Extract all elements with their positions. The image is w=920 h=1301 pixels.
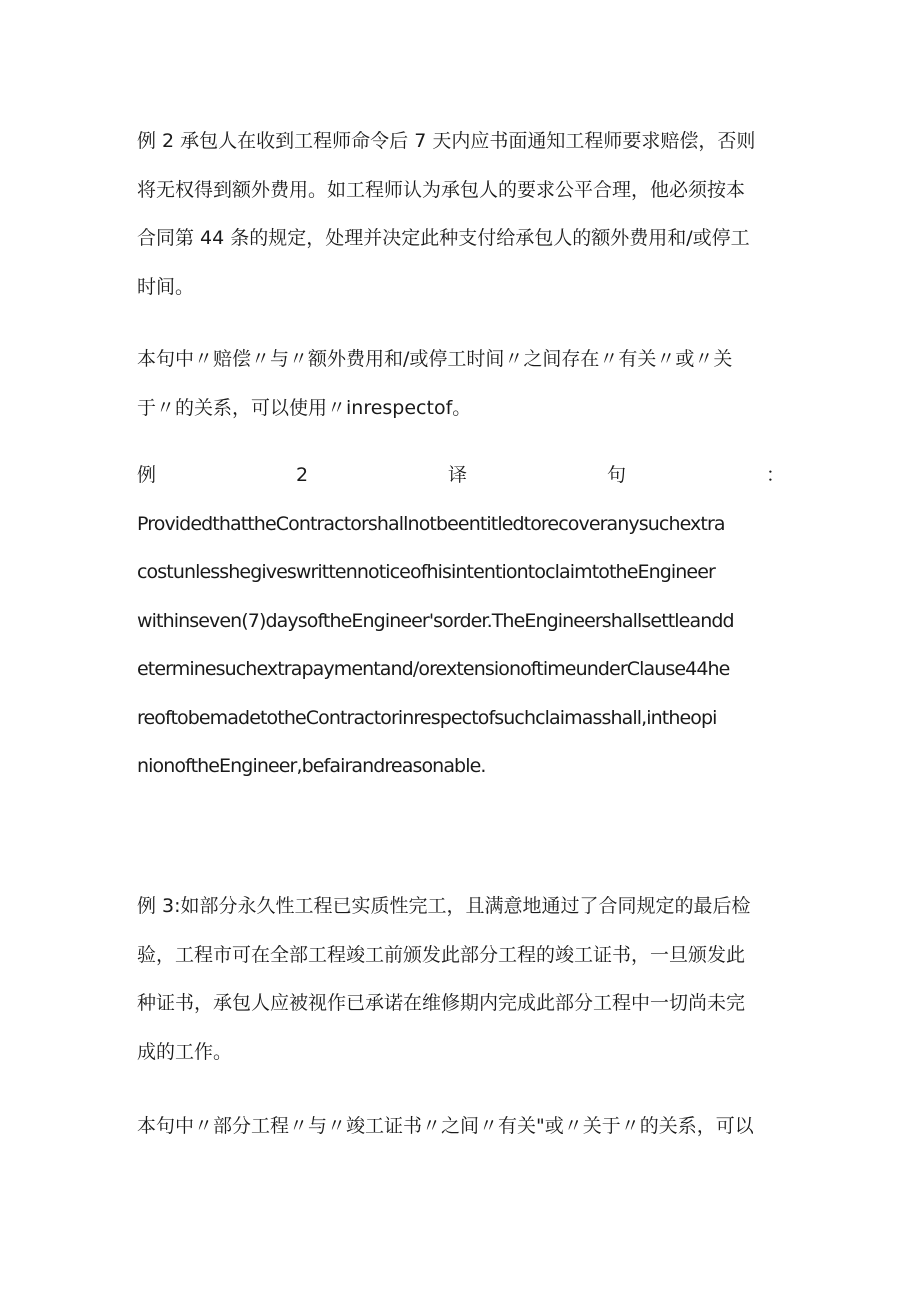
analysis-3-line-1: 本句中〃部分工程〃与〃竣工证书〃之间〃有关"或〃关于〃的关系，可以 [137,1115,754,1137]
analysis-3-paragraph [137,1102,785,1151]
analysis-2-line-2: 于〃的关系，可以使用〃inrespectof。 [137,396,472,419]
example-3-line-4: 成的工作。 [137,1040,233,1063]
example-3-line-2: 验，工程市可在全部工程竣工前颁发此部分工程的竣工证书，一旦颁发此 [137,943,746,966]
translation-2-line-5: reoftobemadetotheContractorinrespectofsuchclaimasshall,intheopi [137,706,717,729]
translation-2-heading [137,451,785,500]
heading-part: 译 [448,464,468,486]
heading-part: ： [765,464,785,486]
translation-2-line-3: withinseven(7)daysoftheEngineer'sorder.TheEngineershallsettleandd [137,609,734,632]
example-2-line-3: 合同第 44 条的规定，处理并决定此种支付给承包人的额外费用和/或停工 [137,227,750,249]
example-2-line-4: 时间。 [137,275,195,298]
translation-2-paragraph [137,451,785,791]
example-3-paragraph [137,882,785,1076]
example-3-line-3: 种证书，承包人应被视作已承诺在维修期内完成此部分工程中一切尚未完 [137,992,746,1014]
example-3-line-1: 例 3:如部分永久性工程已实质性完工，且满意地通过了合同规定的最后检 [137,895,751,917]
example-2-paragraph [137,117,785,311]
heading-part: 2 [295,464,309,486]
translation-2-line-2: costunlesshegiveswrittennoticeofhisintentiontoclaimtotheEngineer [137,561,715,583]
example-2-line-1: 例 2 承包人在收到工程师命令后 7 天内应书面通知工程师要求赔偿，否则 [137,130,756,152]
heading-part: 例 [137,464,157,486]
analysis-2-paragraph [137,335,785,432]
translation-2-line-1: ProvidedthattheContractorshallnotbeentitledtorecoveranysuchextra [137,512,725,535]
heading-part: 句 [606,464,626,486]
translation-2-line-4: eterminesuchextrapaymentand/orextensionoftimeunderClause44he [137,658,730,680]
analysis-2-line-1: 本句中〃赔偿〃与〃额外费用和/或停工时间〃之间存在〃有关〃或〃关 [137,348,733,370]
example-2-line-2: 将无权得到额外费用。如工程师认为承包人的要求公平合理，他必须按本 [137,178,746,201]
translation-2-line-6: nionoftheEngineer,befairandreasonable. [137,755,486,777]
